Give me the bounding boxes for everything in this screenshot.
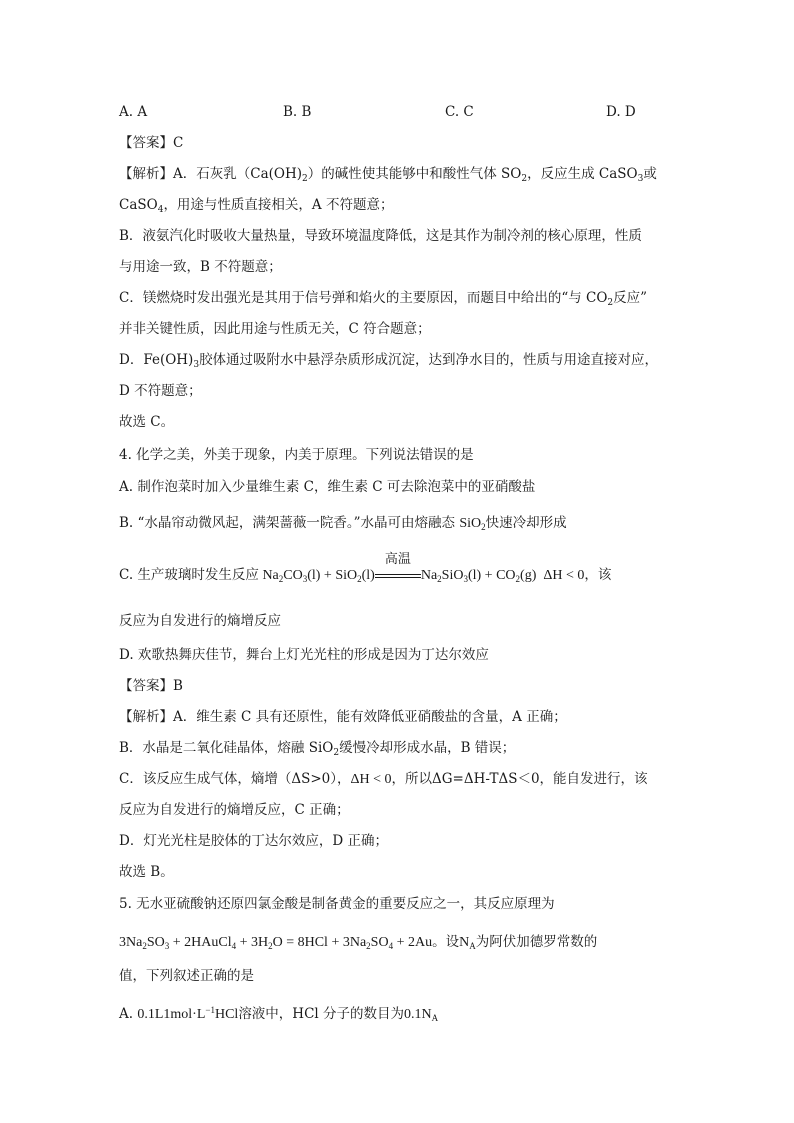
reaction-arrow: 高温 — [375, 565, 421, 585]
q5-option-a: A. $0.1L1mol\cdot L^{-1}HCl$溶液中，HCl 分子的数目为$0.1N_A$ — [119, 1005, 439, 1023]
q3-analysis-d: D．$Fe(OH)_3$胶体通过吸附水中悬浮杂质形成沉淀，达到净水目的，性质与用途直接对应， — [119, 352, 659, 370]
q3-analysis-a-cont: CaSO$_4$，用途与性质直接相关，A 不符题意； — [119, 197, 394, 215]
q4-option-b: B. “水晶帘动微风起，满架蔷薇一院香。”水晶可由熔融态 SiO$_2$快速冷却形成 — [119, 515, 567, 532]
q3-answer: 【答案】C — [119, 135, 184, 151]
q5-equation: $3Na_2SO_3$ + 2HAuCl$_4$ + $3H_2O = 8HCl + 3Na_2SO_4 + 2Au$。设$N_A$为阿伏加德罗常数的 — [119, 934, 598, 951]
q3-conclusion: 故选 C。 — [119, 414, 175, 430]
q4-stem: 4. 化学之美，外美于现象，内美于原理。下列说法错误的是 — [119, 447, 474, 463]
q3-analysis-a: 【解析】A．石灰乳$(Ca(OH)_2)$的碱性使其能够中和酸性气体 $SO_2$，反应生成 CaSO$_3$或 — [119, 166, 657, 184]
option-b: B. B — [283, 104, 312, 120]
q4-analysis-a: 【解析】A．维生素 C 具有还原性，能有效降低亚硝酸盐的含量，A 正确； — [119, 709, 567, 725]
q3-analysis-d-cont: D 不符题意； — [119, 383, 202, 399]
q3-analysis-b-cont: 与用途一致，B 不符题意； — [119, 259, 282, 275]
q4-analysis-b: B．水晶是二氧化硅晶体，熔融 SiO$_2$缓慢冷却形成水晶，B 错误； — [119, 740, 516, 758]
q4-conclusion: 故选 B。 — [119, 864, 174, 880]
q5-stem: 5. 无水亚硫酸钠还原四氯金酸是制备黄金的重要反应之一，其反应原理为 — [119, 896, 555, 912]
q4-answer: 【答案】B — [119, 678, 183, 694]
q4-option-c-cont: 反应为自发进行的熵增反应 — [119, 613, 281, 629]
q4-option-a: A. 制作泡菜时加入少量维生素 C，维生素 C 可去除泡菜中的亚硝酸盐 — [119, 479, 536, 495]
q4-option-d: D. 欢歌热舞庆佳节，舞台上灯光光柱的形成是因为丁达尔效应 — [119, 647, 489, 663]
q3-analysis-c: C．镁燃烧时发出强光是其用于信号弹和焰火的主要原因，而题目中给出的“与 $CO_2$反应” — [119, 290, 648, 308]
q3-analysis-c-cont: 并非关键性质，因此用途与性质无关，C 符合题意； — [119, 321, 431, 337]
q5-stem-cont: 值，下列叙述正确的是 — [119, 968, 254, 984]
q4-analysis-c: C．该反应生成气体，熵增（ΔS>0），ΔH < 0，所以ΔG=ΔH-TΔS＜0，能自发进行，该 — [119, 771, 648, 787]
option-c: C. C — [445, 104, 474, 120]
q3-analysis-b: B．液氨汽化时吸收大量热量，导致环境温度降低，这是其作为制冷剂的核心原理，性质 — [119, 228, 642, 244]
option-a: A. A — [119, 104, 148, 120]
q4-analysis-c-cont: 反应为自发进行的熵增反应，C 正确； — [119, 802, 350, 818]
q4-option-c: C. 生产玻璃时发生反应 $Na_2CO_3(l) + SiO_2(l)$ 高温 $Na_2SiO_3(l) + CO_2(g) \Delta H < 0$，该 — [119, 552, 612, 584]
option-d: D. D — [606, 104, 636, 120]
q4-analysis-d: D．灯光光柱是胶体的丁达尔效应，D 正确； — [119, 833, 388, 849]
